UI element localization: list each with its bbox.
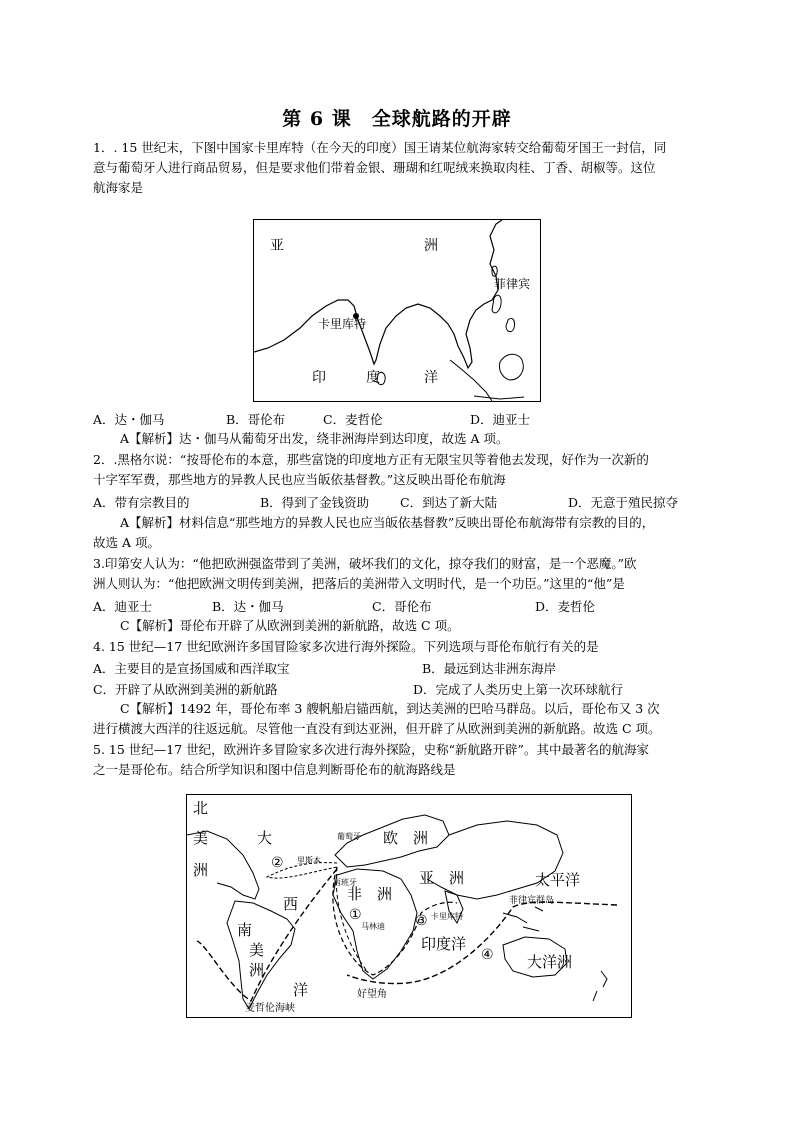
q4-option-a[interactable]: A．主要目的是宣扬国威和西洋取宝 [93,661,290,676]
q2-stem-line: 2．.黑格尔说：“按哥伦布的本意，那些富饶的印度地方正有无限宝贝等着他去发现，好作为一次新的 [93,452,649,467]
map-label-philippines: 菲律宾 [494,277,531,291]
voyages-map-graphic [187,795,631,1017]
q2-option-c[interactable]: C．到达了新大陆 [400,495,498,510]
map2-label-philippines: 菲律宾群岛 [509,896,555,906]
route-label-4: ④ [481,947,494,963]
map2-label-magellan: 麦哲伦海峡 [245,1003,295,1014]
page-title: 第 6 课 全球航路的开辟 [282,108,512,130]
india-map [253,219,541,402]
map2-label-europe: 欧 洲 [383,829,429,847]
map2-label-indian-ocean: 印度洋 [421,935,467,953]
map2-label-mei2: 美 [249,941,265,959]
map-label-asia: 亚 [270,238,284,254]
q4-stem-line: 4. 15 世纪—17 世纪欧洲许多国冒险家多次进行海外探险。下列选项与哥伦布航行有关的是 [93,639,599,654]
q1-option-a[interactable]: A．达・伽马 [93,412,165,427]
q1-option-b[interactable]: B．哥伦布 [226,412,286,427]
map2-label-da: 大 [257,829,273,847]
map2-label-zhou1: 洲 [193,861,209,879]
q1-stem-line: 航海家是 [93,180,144,195]
map2-label-xi: 西 [283,895,299,913]
map2-label-zhou2: 洲 [249,961,265,979]
borneo-island [499,354,523,380]
asia-coastline [254,220,502,368]
map2-label-asia: 亚 洲 [419,869,465,887]
route-label-2: ② [271,855,284,871]
q3-analysis: C【解析】哥伦布开辟了从欧洲到美洲的新航路，故选 C 项。 [120,618,460,633]
q2-analysis: 故选 A 项。 [93,535,160,550]
q4-analysis: 进行横渡大西洋的往返远航。尽管他一直没有到达亚洲，但开辟了从欧洲到美洲的新航路。故选 C 项。 [93,721,661,736]
map2-label-yang1: 洋 [293,981,309,999]
q3-stem-line: 3.印第安人认为：“他把欧洲强盗带到了美洲，破坏我们的文化，掠夺我们的财富，是一个恶魔。”欧 [93,556,637,571]
map-label-yang: 洋 [424,370,438,386]
map2-label-nan: 南 [237,921,253,939]
route-label-1: ① [349,907,362,923]
q2-analysis: A【解析】材料信息“那些地方的异教人民也应当皈依基督教”反映出哥伦布航海带有宗教的目的， [120,515,655,530]
map2-label-pacific: 太平洋 [535,871,581,889]
map2-label-bei: 北 [193,799,209,817]
map2-label-oceania: 大洋洲 [527,953,573,971]
india-map-graphic [254,220,540,401]
q2-option-d[interactable]: D．无意于殖民掠夺 [568,495,679,510]
map2-label-africa: 非 洲 [347,885,393,903]
q5-stem-line: 之一是哥伦布。结合所学知识和图中信息判断哥伦布的航海路线是 [93,762,456,777]
q1-analysis: A【解析】达・伽马从葡萄牙出发，绕非洲海岸到达印度，故选 A 项。 [120,431,509,446]
map2-label-spain: 西班牙 [333,878,357,887]
map-label-yin: 印 [312,370,326,386]
sumatra-island [450,360,492,401]
q2-option-b[interactable]: B．得到了金钱资助 [260,495,370,510]
q3-option-c[interactable]: C．哥伦布 [372,599,432,614]
map-label-calicut: 卡里库特 [318,317,367,331]
map-label-du: 度 [366,370,380,386]
q3-option-b[interactable]: B．达・伽马 [212,599,284,614]
q4-analysis: C【解析】1492 年，哥伦布率 3 艘帆船启锚西航，到达美洲的巴哈马群岛。以后，哥伦布又 3 次 [120,701,660,716]
route-label-3: ③ [415,913,428,929]
q1-stem-line: 1．. 15 世纪末，下图中国家卡里库特（在今天的印度）国王请某位航海家转交给葡萄牙国王一封信，同 [93,140,667,155]
map2-label-mei1: 美 [193,829,209,847]
q3-stem-line: 洲人则认为：“他把欧洲文明传到美洲，把落后的美洲带入文明时代，是一个功臣。”这里的“他”是 [93,576,625,591]
q1-stem-line: 意与葡萄牙人进行商品贸易，但是要求他们带着金银、珊瑚和红呢绒来换取肉桂、丁香、胡椒等。这位 [93,160,656,175]
map2-label-malindi: 马林迪 [361,922,385,931]
voyages-world-map [186,794,632,1018]
q3-option-d[interactable]: D．麦哲伦 [535,599,596,614]
map2-label-cape: 好望角 [357,989,387,1000]
java-island [474,396,524,399]
map2-label-lisbon: 里斯本 [297,856,321,865]
map-label-zhou: 洲 [424,238,438,254]
q1-option-d[interactable]: D．迪亚士 [470,412,531,427]
q4-option-b[interactable]: B．最远到达非洲东海岸 [422,661,557,676]
new-zealand-outline [593,971,607,1001]
map2-label-portugal: 葡萄牙 [337,832,361,841]
q2-option-a[interactable]: A．带有宗教目的 [93,495,190,510]
q4-option-c[interactable]: C．开辟了从欧洲到美洲的新航路 [93,682,278,697]
sea-islands [503,907,543,931]
q2-stem-line: 十字军军费，那些地方的异教人民也应当皈依基督教。”这反映出哥伦布航海 [93,472,506,487]
q1-option-c[interactable]: C．麦哲伦 [323,412,383,427]
q5-stem-line: 5. 15 世纪—17 世纪，欧洲许多冒险家多次进行海外探险，史称“新航路开辟”。其中最著名的航海家 [93,742,649,757]
q3-option-a[interactable]: A．迪亚士 [93,599,153,614]
philippines-island [506,318,515,331]
q4-option-d[interactable]: D．完成了人类历史上第一次环球航行 [413,682,624,697]
taiwan-island [492,266,497,276]
map2-label-calicut: 卡里库特 [431,912,463,921]
